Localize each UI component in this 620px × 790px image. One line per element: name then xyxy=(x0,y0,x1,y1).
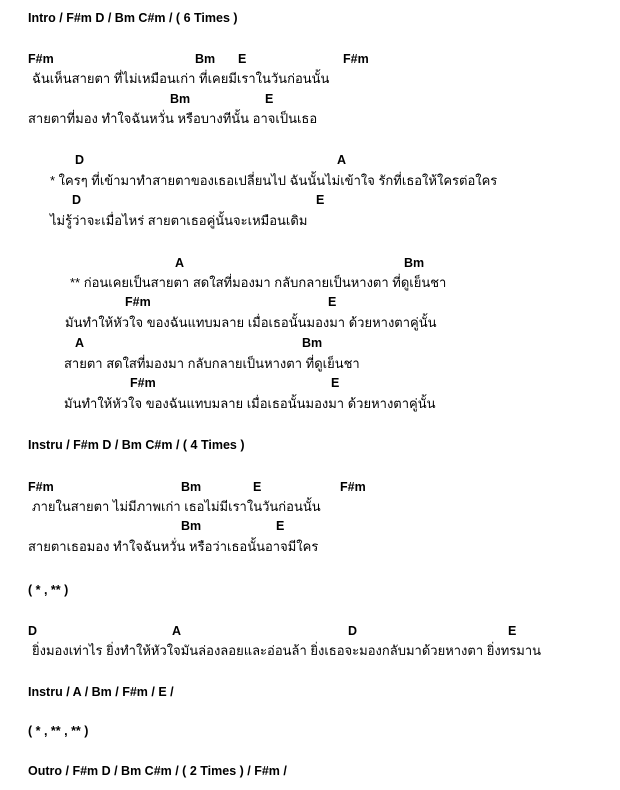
lyric-line: ยิ่งมองเท่าไร ยิ่งทำให้หัวใจมันล่องลอยและอ่อนล้า ยิ่งเธอจะมองกลับมาด้วยหางตา ยิ่งทรมาน xyxy=(32,643,542,658)
chord: A xyxy=(75,336,85,350)
outro-line: Outro / F#m D / Bm C#m / ( 2 Times ) / F#m / xyxy=(28,764,287,778)
chord: Bm xyxy=(181,480,202,494)
lyric-line: สายตาที่มอง ทำใจฉันหวั่น หรือบางทีนั้น อาจเป็นเธอ xyxy=(28,111,318,126)
chord: E xyxy=(265,92,274,106)
lyric-line: ไม่รู้ว่าจะเมื่อไหร่ สายตาเธอคู่นั้นจะเหมือนเดิม xyxy=(50,213,308,228)
repeat-marker: ( * , ** ) xyxy=(28,583,69,597)
chord: E xyxy=(328,295,337,309)
chord: F#m xyxy=(125,295,151,309)
chord: E xyxy=(253,480,262,494)
chord: D xyxy=(28,624,38,638)
lyric-line: ** ก่อนเคยเป็นสายตา สดใสที่มองมา กลับกลายเป็นหางตา ที่ดูเย็นชา xyxy=(70,275,447,290)
lyric-line: มันทำให้หัวใจ ของฉันแทบมลาย เมื่อเธอนั้นมองมา ด้วยหางตาคู่นั้น xyxy=(65,315,437,330)
chord: E xyxy=(331,376,340,390)
chord: E xyxy=(316,193,325,207)
chord: Bm xyxy=(302,336,323,350)
lyric-line: สายตาเธอมอง ทำใจฉันหวั่น หรือว่าเธอนั้นอาจมีใคร xyxy=(28,539,319,554)
chord: A xyxy=(337,153,347,167)
chord: E xyxy=(276,519,285,533)
chord: Bm xyxy=(170,92,191,106)
chord: E xyxy=(508,624,517,638)
chord: Bm xyxy=(181,519,202,533)
instru-line: Instru / A / Bm / F#m / E / xyxy=(28,685,174,699)
chord: A xyxy=(172,624,182,638)
chord: F#m xyxy=(28,52,54,66)
repeat-marker: ( * , ** , ** ) xyxy=(28,724,89,738)
lyric-line: ฉันเห็นสายตา ที่ไม่เหมือนเก่า ที่เคยมีเราในวันก่อนนั้น xyxy=(32,71,330,86)
chord: A xyxy=(175,256,185,270)
chord: F#m xyxy=(130,376,156,390)
chord: Bm xyxy=(195,52,216,66)
lyric-line: * ใครๆ ที่เข้ามาทำสายตาของเธอเปลี่ยนไป ฉันนั้นไม่เข้าใจ รักที่เธอให้ใครต่อใคร xyxy=(50,173,498,188)
chord: F#m xyxy=(28,480,54,494)
chord: D xyxy=(72,193,82,207)
chord: Bm xyxy=(404,256,425,270)
chord: E xyxy=(238,52,247,66)
chord: D xyxy=(75,153,85,167)
intro-line: Intro / F#m D / Bm C#m / ( 6 Times ) xyxy=(28,11,238,25)
lyric-line: ภายในสายตา ไม่มีภาพเก่า เธอไม่มีเราในวันก่อนนั้น xyxy=(32,499,321,514)
chord: D xyxy=(348,624,358,638)
chord: F#m xyxy=(343,52,369,66)
lyric-line: มันทำให้หัวใจ ของฉันแทบมลาย เมื่อเธอนั้นมองมา ด้วยหางตาคู่นั้น xyxy=(64,396,436,411)
instru-line: Instru / F#m D / Bm C#m / ( 4 Times ) xyxy=(28,438,245,452)
lyric-line: สายตา สดใสที่มองมา กลับกลายเป็นหางตา ที่ดูเย็นชา xyxy=(64,356,360,371)
chord: F#m xyxy=(340,480,366,494)
